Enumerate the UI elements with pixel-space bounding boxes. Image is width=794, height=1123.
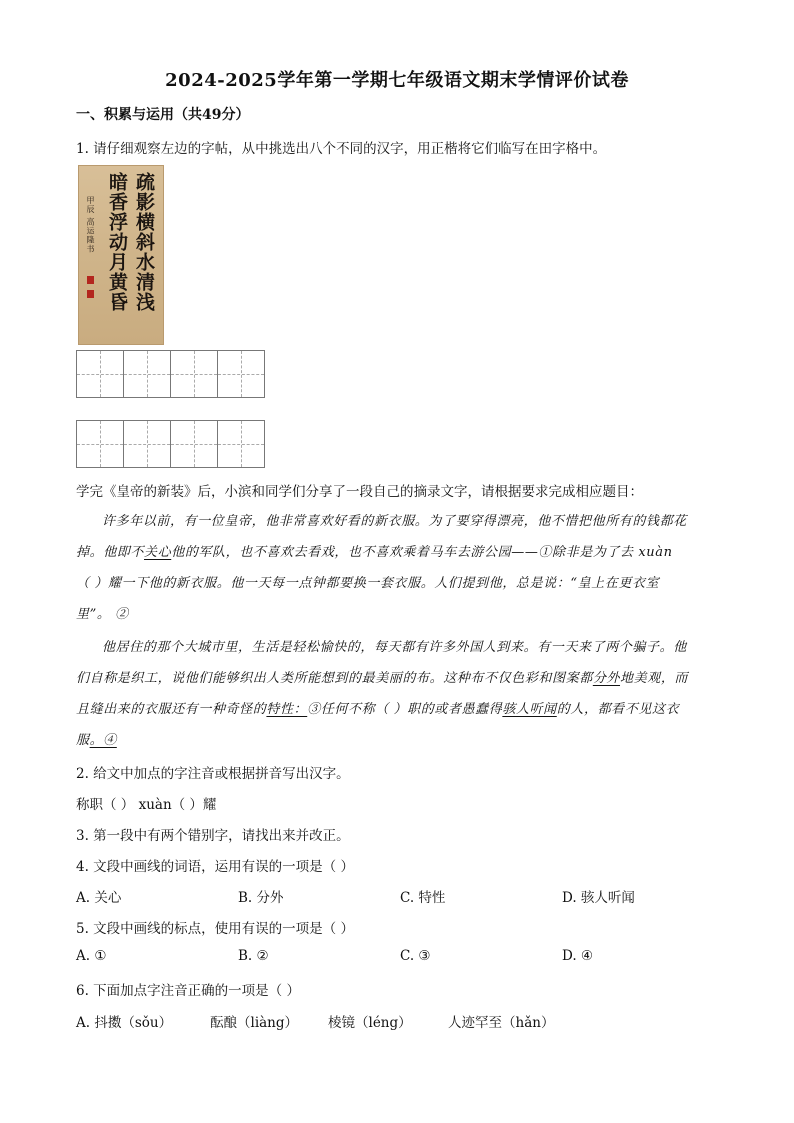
passage-line: 掉。他即不关心他的军队，也不喜欢去看戏，也不喜欢乘着马车去游公园——①除非是为了去 xuàn <box>76 545 673 560</box>
q6-option-a-item-1[interactable]: A. 抖擞（sǒu） <box>76 1015 173 1031</box>
q6-option-a-item-4: 人迹罕至（hǎn） <box>448 1015 555 1031</box>
calligraphy-image <box>78 165 164 345</box>
q5-option-a[interactable]: A. ① <box>76 948 107 964</box>
q6-option-a-item-3: 棱镜（léng） <box>328 1015 412 1031</box>
question-4: 4. 文段中画线的词语，运用有误的一项是（ ） <box>76 859 354 875</box>
seal-stamp <box>87 290 94 298</box>
q5-option-c[interactable]: C. ③ <box>400 948 431 964</box>
passage-line: 许多年以前，有一位皇帝，他非常喜欢好看的新衣服。为了要穿得漂亮，他不惜把他所有的钱都花 <box>102 514 687 529</box>
calligraphy-signature: 甲辰 高运隆书 <box>86 196 95 254</box>
seal-stamp <box>87 276 94 284</box>
q4-option-d[interactable]: D. 骇人听闻 <box>562 890 635 906</box>
passage-line: （ ）耀一下他的新衣服。他一天每一点钟都要换一套衣服。人们提到他，总是说：“皇上在更衣室 <box>76 576 660 591</box>
tianzige-cell[interactable] <box>123 350 171 398</box>
tianzige-row-1[interactable] <box>76 350 264 398</box>
calligraphy-column-1: 疏影横斜水清浅 <box>133 172 155 312</box>
question-5: 5. 文段中画线的标点，使用有误的一项是（ ） <box>76 921 354 937</box>
passage-line: 且缝出来的衣服还有一种奇怪的特性：③任何不称（ ）职的或者愚蠢得骇人听闻的人，都看不见这衣 <box>76 702 680 717</box>
section-heading: 一、积累与运用（共49分） <box>76 107 250 123</box>
q5-option-b[interactable]: B. ② <box>238 948 269 964</box>
question-6: 6. 下面加点字注音正确的一项是（ ） <box>76 983 300 999</box>
passage-line: 服。④ <box>76 733 117 748</box>
underlined-word: 特性： <box>266 702 308 717</box>
q4-option-b[interactable]: B. 分外 <box>238 890 284 906</box>
tianzige-cell[interactable] <box>76 420 124 468</box>
tianzige-cell[interactable] <box>76 350 124 398</box>
tianzige-cell[interactable] <box>170 420 218 468</box>
tianzige-cell[interactable] <box>123 420 171 468</box>
calligraphy-column-2: 暗香浮动月黄昏 <box>106 172 128 312</box>
passage-line: 里”。 ② <box>76 607 129 622</box>
underlined-word: 关心 <box>144 545 172 560</box>
question-2-answer: 称职（ ） xuàn（ ）耀 <box>76 797 217 813</box>
passage-line: 他居住的那个大城市里，生活是轻松愉快的，每天都有许多外国人到来。有一天来了两个骗子。他 <box>102 640 687 655</box>
underlined-mark: 。④ <box>89 733 117 748</box>
q5-option-d[interactable]: D. ④ <box>562 948 594 964</box>
tianzige-cell[interactable] <box>170 350 218 398</box>
question-3: 3. 第一段中有两个错别字，请找出来并改正。 <box>76 828 350 844</box>
tianzige-row-2[interactable] <box>76 420 264 468</box>
tianzige-cell[interactable] <box>217 420 265 468</box>
tianzige-cell[interactable] <box>217 350 265 398</box>
passage-line: 们自称是织工，说他们能够织出人类所能想到的最美丽的布。这种布不仅色彩和图案都分外地美观，而 <box>76 671 689 686</box>
q4-option-c[interactable]: C. 特性 <box>400 890 446 906</box>
underlined-word: 分外 <box>592 671 621 686</box>
q4-option-a[interactable]: A. 关心 <box>76 890 122 906</box>
exam-title: 2024-2025学年第一学期七年级语文期末学情评价试卷 <box>165 70 629 91</box>
passage-intro: 学完《皇帝的新装》后，小滨和同学们分享了一段自己的摘录文字，请根据要求完成相应题目： <box>76 484 643 500</box>
underlined-word: 骇人听闻 <box>502 702 557 717</box>
q6-option-a-item-2: 酝酿（liàng） <box>210 1015 299 1031</box>
question-2: 2. 给文中加点的字注音或根据拼音写出汉字。 <box>76 766 350 782</box>
question-1: 1. 请仔细观察左边的字帖，从中挑选出八个不同的汉字，用正楷将它们临写在田字格中。 <box>76 141 607 157</box>
